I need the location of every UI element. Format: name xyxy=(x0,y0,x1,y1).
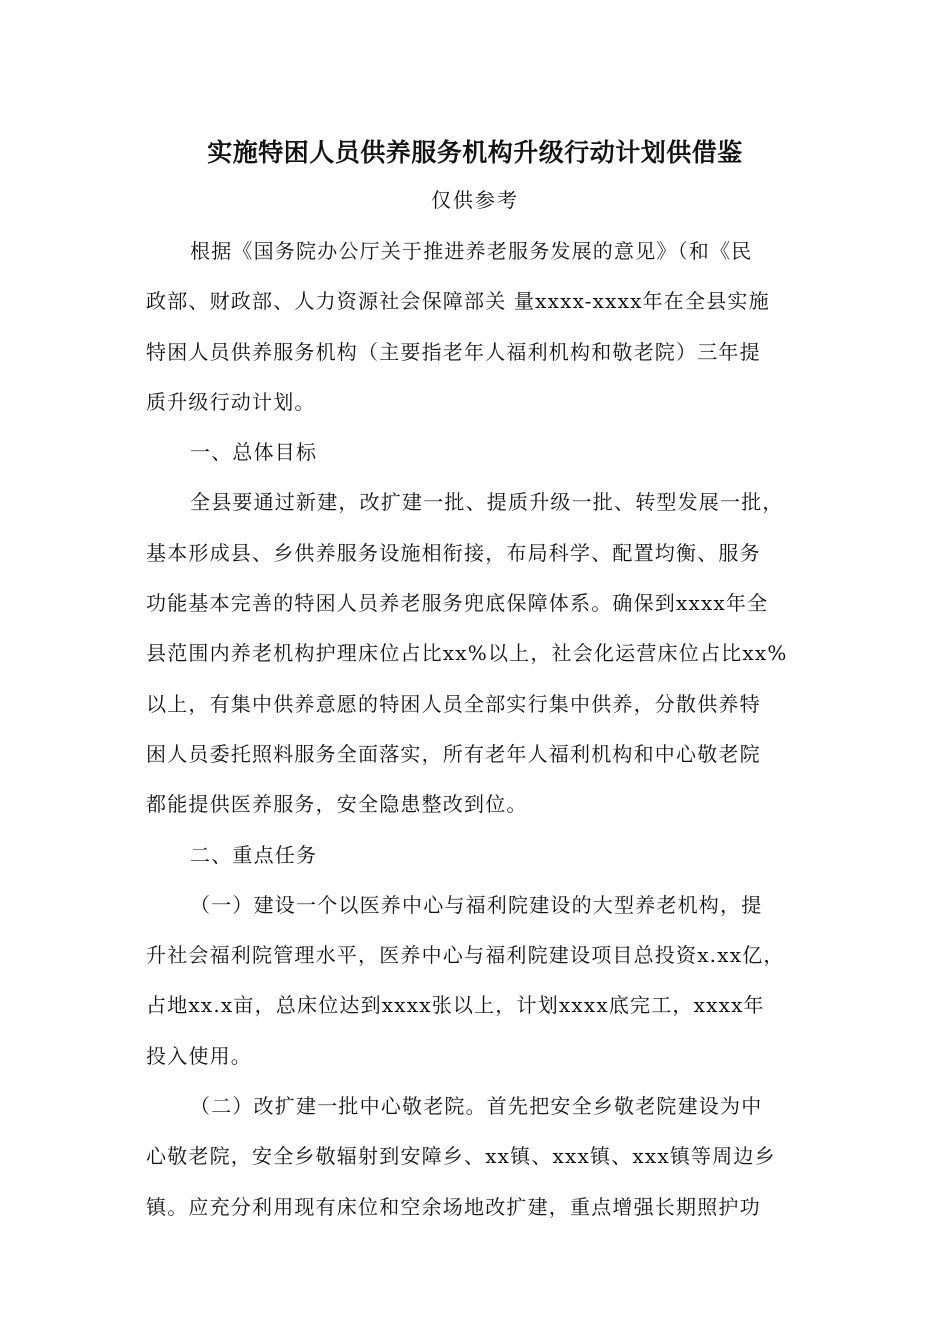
paragraph-line: 以上，有集中供养意愿的特困人员全部实行集中供养，分散供养特 xyxy=(146,691,761,716)
body-paragraph xyxy=(146,477,816,829)
document-subtitle: 仅供参考 xyxy=(431,188,519,212)
paragraph-line: 全县要通过新建，改扩建一批、提质升级一批、转型发展一批， xyxy=(190,490,784,515)
body-paragraph xyxy=(146,427,816,477)
body-paragraph xyxy=(146,830,816,880)
paragraph-line: 心敬老院，安全乡敬辐射到安障乡、xx镇、xxx镇、xxx镇等周边乡 xyxy=(146,1144,776,1169)
paragraph-line: 政部、财政部、人力资源社会保障部关 量xxxx-xxxx年在全县实施 xyxy=(146,289,770,314)
paragraph-line: 一、总体目标 xyxy=(190,440,318,465)
paragraph-line: 都能提供医养服务，安全隐患整改到位。 xyxy=(146,792,528,817)
paragraph-line: （一）建设一个以医养中心与福利院建设的大型养老机构，提 xyxy=(190,892,763,917)
paragraph-line: 镇。应充分利用现有床位和空余场地改扩建，重点增强长期照护功 xyxy=(146,1194,761,1219)
body-paragraph xyxy=(146,1081,816,1232)
paragraph-line: 县范围内养老机构护理床位占比xx%以上，社会化运营床位占比xx% xyxy=(146,641,788,666)
paragraph-line: 特困人员供养服务机构（主要指老年人福利机构和敬老院）三年提 xyxy=(146,339,761,364)
paragraph-line: 升社会福利院管理水平，医养中心与福利院建设项目总投资x.xx亿， xyxy=(146,943,785,968)
body-paragraph xyxy=(146,880,816,1081)
paragraph-line: 根据《国务院办公厅关于推进养老服务发展的意见》（和《民 xyxy=(190,239,753,263)
paragraph-line: 基本形成县、乡供养服务设施相衔接，布局科学、配置均衡、服务 xyxy=(146,540,761,565)
document-title: 实施特困人员供养服务机构升级行动计划供借鉴 xyxy=(207,138,743,167)
document-body xyxy=(146,226,816,1232)
paragraph-line: 质升级行动计划。 xyxy=(146,389,316,414)
paragraph-line: 占地xx.x亩，总床位达到xxxx张以上，计划xxxx底完工，xxxx年 xyxy=(146,993,765,1018)
paragraph-line: 困人员委托照料服务全面落实，所有老年人福利机构和中心敬老院 xyxy=(146,741,761,766)
paragraph-line: 二、重点任务 xyxy=(190,842,318,867)
paragraph-line: （二）改扩建一批中心敬老院。首先把安全乡敬老院建设为中 xyxy=(190,1094,763,1119)
paragraph-line: 功能基本完善的特困人员养老服务兜底保障体系。确保到xxxx年全 xyxy=(146,591,769,616)
body-paragraph xyxy=(146,226,816,427)
paragraph-line: 投入使用。 xyxy=(146,1043,252,1068)
